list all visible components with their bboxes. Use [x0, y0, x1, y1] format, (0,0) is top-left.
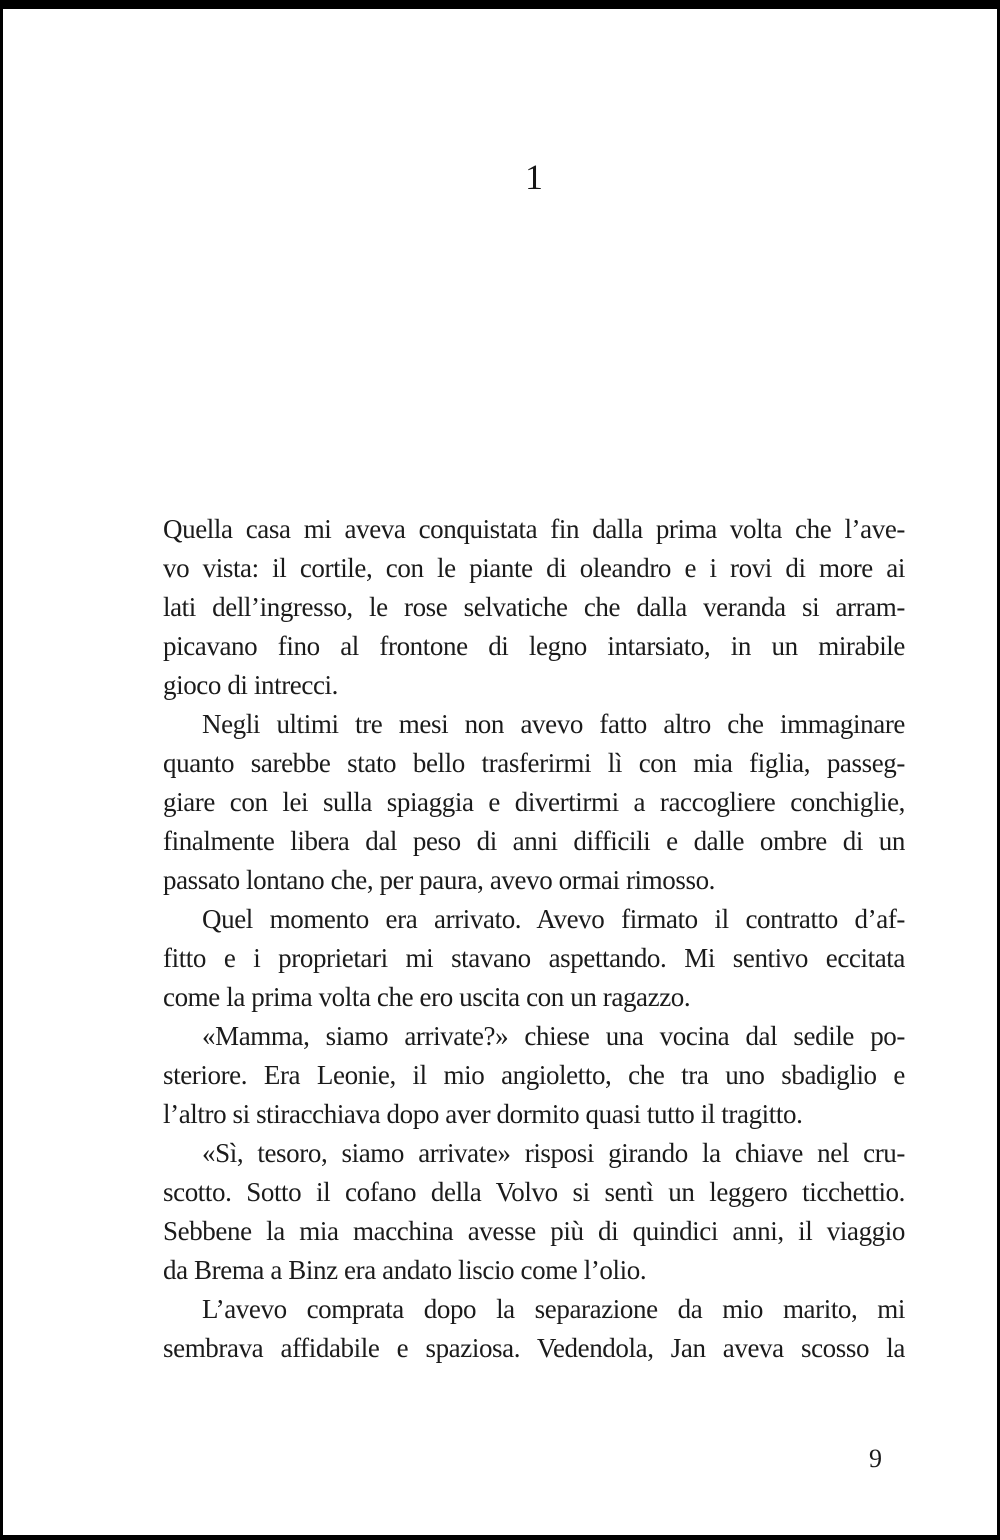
text-line: «Mamma, siamo arrivate?» chiese una vocina dal sedile po-	[202, 1021, 905, 1051]
text-line: fitto e i proprietari mi stavano aspettando. Mi sentivo eccitata	[163, 943, 905, 973]
text-line: «Sì, tesoro, siamo arrivate» risposi girando la chiave nel cru-	[202, 1138, 905, 1168]
text-line: passato lontano che, per paura, avevo ormai rimosso.	[163, 865, 716, 895]
text-line: vo vista: il cortile, con le piante di oleandro e i rovi di more ai	[163, 553, 905, 583]
text-line: Quella casa mi aveva conquistata fin dalla prima volta che l’ave-	[163, 514, 905, 544]
text-line: Negli ultimi tre mesi non avevo fatto altro che immaginare	[202, 709, 905, 739]
body-text	[163, 510, 905, 1368]
text-line: Sebbene la mia macchina avesse più di quindici anni, il viaggio	[163, 1216, 905, 1246]
text-line: quanto sarebbe stato bello trasferirmi lì con mia figlia, passeg-	[163, 748, 905, 778]
text-line: lati dell’ingresso, le rose selvatiche che dalla veranda si arram-	[163, 592, 905, 622]
chapter-number: 1	[525, 157, 543, 197]
text-line: l’altro si stiracchiava dopo aver dormito quasi tutto il tragitto.	[163, 1099, 803, 1129]
text-line: sembrava affidabile e spaziosa. Vedendola, Jan aveva scosso la	[163, 1333, 905, 1363]
text-line: giare con lei sulla spiaggia e divertirmi a raccogliere conchiglie,	[163, 787, 905, 817]
text-line: steriore. Era Leonie, il mio angioletto, che tra uno sbadiglio e	[163, 1060, 905, 1090]
text-line: picavano fino al frontone di legno intarsiato, in un mirabile	[163, 631, 905, 661]
text-line: scotto. Sotto il cofano della Volvo si sentì un leggero ticchettio.	[163, 1177, 905, 1207]
text-line: da Brema a Binz era andato liscio come l’olio.	[163, 1255, 647, 1285]
text-line: come la prima volta che ero uscita con un ragazzo.	[163, 982, 691, 1012]
text-line: finalmente libera dal peso di anni difficili e dalle ombre di un	[163, 826, 905, 856]
page-number: 9	[869, 1444, 882, 1473]
text-line: Quel momento era arrivato. Avevo firmato il contratto d’af-	[202, 904, 905, 934]
text-line: gioco di intrecci.	[163, 670, 338, 700]
text-line: L’avevo comprata dopo la separazione da mio marito, mi	[202, 1294, 905, 1324]
